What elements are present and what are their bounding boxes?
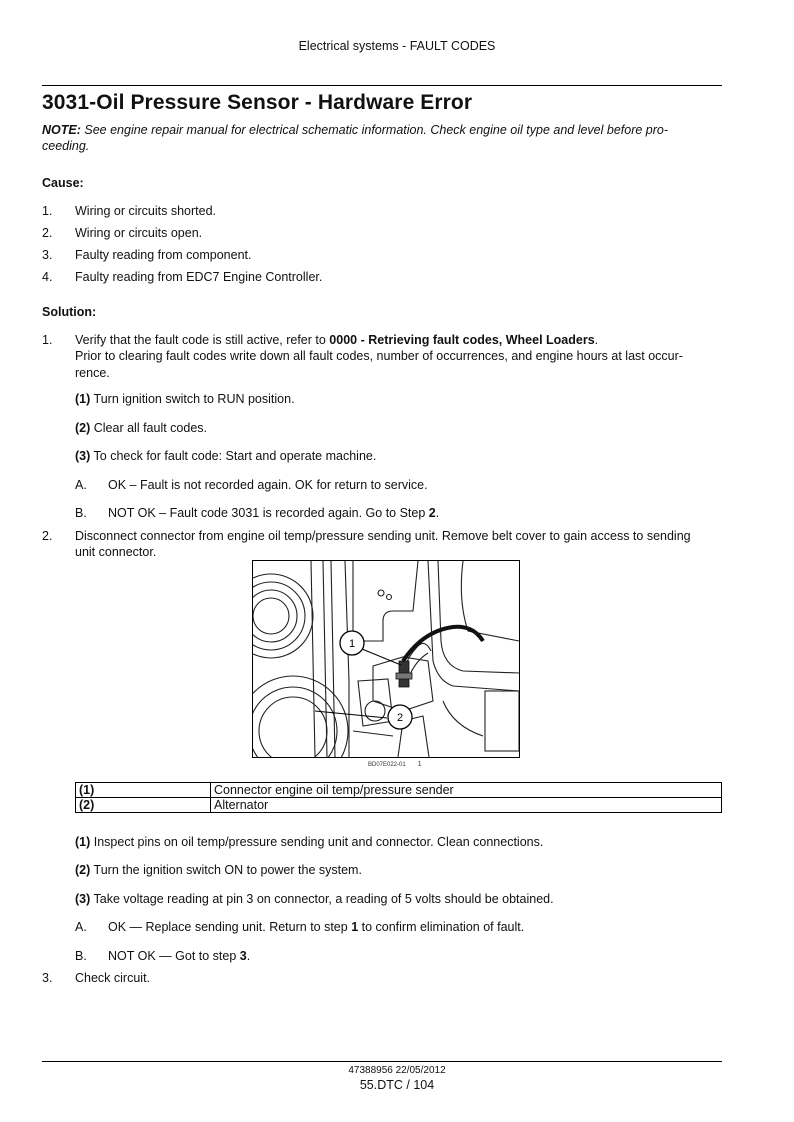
substep-text: Turn the ignition switch ON to power the system. (90, 863, 362, 877)
step2-substep-3 (75, 891, 554, 907)
substep-text: Turn ignition switch to RUN position. (90, 392, 295, 406)
footer-rule (42, 1061, 722, 1062)
step2-optA-text (108, 919, 524, 935)
substep-label: (2) (75, 863, 91, 877)
figure-index: 1 (417, 761, 422, 768)
note-text-2: ceeding. (42, 139, 90, 154)
engine-figure (252, 560, 520, 758)
legend-table (75, 782, 722, 813)
callout-2-label: 2 (396, 712, 404, 724)
table-row (76, 783, 722, 798)
cause-heading: Cause: (42, 176, 84, 190)
step1-line3: rence. (75, 365, 110, 380)
substep-text: Take voltage reading at pin 3 on connector, a reading of 5 volts should be obtained. (90, 892, 554, 906)
solution-heading: Solution: (42, 305, 97, 319)
step2-optB-letter: B. (75, 949, 87, 963)
table-row (76, 798, 722, 813)
substep-label: (2) (75, 421, 91, 435)
note (42, 122, 726, 155)
cause-num-3: 3. (42, 248, 53, 262)
cause-item-4: Faulty reading from EDC7 Engine Controller. (75, 270, 323, 284)
optA-end: to confirm elimination of fault. (358, 920, 525, 934)
step1-num: 1. (42, 333, 53, 347)
legend-value: Connector engine oil temp/pressure sender (211, 783, 722, 798)
step2-substep-1 (75, 834, 543, 850)
cause-num-4: 4. (42, 270, 53, 284)
optB-step-link[interactable]: 3 (239, 949, 247, 963)
step1-optA-text: OK – Fault is not recorded again. OK for return to service. (108, 478, 428, 492)
step1-substep-2 (75, 420, 207, 436)
step1-substep-3 (75, 448, 376, 464)
legend-value: Alternator (211, 798, 722, 813)
step1-optB-text (108, 505, 439, 521)
optB-end: . (246, 949, 251, 963)
engine-illustration (253, 561, 519, 757)
substep-text: Inspect pins on oil temp/pressure sending unit and connector. Clean connections. (90, 835, 544, 849)
page-title: 3031-Oil Pressure Sensor - Hardware Error (42, 91, 473, 114)
step2-line1: Disconnect connector from engine oil temp/pressure sending unit. Remove belt cover to gain access to sending (75, 529, 691, 543)
header-rule (42, 85, 722, 86)
step1-end: . (594, 333, 599, 347)
page-number: 55.DTC / 104 (359, 1078, 435, 1092)
substep-label: (3) (75, 449, 91, 463)
cause-item-3: Faulty reading from component. (75, 248, 252, 262)
figure-code-text: BD07E022-01 (368, 762, 406, 768)
step1-optA-letter: A. (75, 478, 87, 492)
step1-ref-link[interactable]: 0000 - Retrieving fault codes, Wheel Loaders (329, 333, 595, 347)
cause-num-2: 2. (42, 226, 53, 240)
running-header: Electrical systems - FAULT CODES (298, 39, 496, 53)
optB-text: NOT OK – Fault code 3031 is recorded again. Go to Step (108, 506, 429, 520)
step2-text (75, 528, 725, 561)
step2-optA-letter: A. (75, 920, 87, 934)
footer-doc-id: 47388956 22/05/2012 (348, 1065, 446, 1076)
cause-item-2: Wiring or circuits open. (75, 226, 203, 240)
step2-num: 2. (42, 529, 53, 543)
substep-text: Clear all fault codes. (90, 421, 208, 435)
optA-text: OK — Replace sending unit. Return to step (108, 920, 352, 934)
substep-label: (1) (75, 835, 91, 849)
optA-step-link[interactable]: 1 (351, 920, 359, 934)
substep-label: (3) (75, 892, 91, 906)
callout-1-label: 1 (348, 638, 356, 650)
step2-line2: unit connector. (75, 545, 157, 560)
step2-optB-text (108, 948, 250, 964)
note-label: NOTE: (42, 123, 81, 137)
step1-lead: Verify that the fault code is still active, refer to (75, 333, 330, 347)
optB-end: . (435, 506, 440, 520)
figure-code (368, 760, 422, 770)
step1-substep-1 (75, 391, 295, 407)
step3-text: Check circuit. (75, 971, 151, 985)
step3-num: 3. (42, 971, 53, 985)
optB-text: NOT OK — Got to step (108, 949, 240, 963)
substep-label: (1) (75, 392, 91, 406)
substep-text: To check for fault code: Start and operate machine. (90, 449, 377, 463)
cause-num-1: 1. (42, 204, 53, 218)
step1-line2: Prior to clearing fault codes write down all fault codes, number of occurrences, and engine hours at last occur- (75, 349, 683, 364)
note-text-1: See engine repair manual for electrical schematic information. Check engine oil type and level before pro- (84, 123, 669, 137)
step2-substep-2 (75, 862, 362, 878)
optB-step-link[interactable]: 2 (428, 506, 436, 520)
step1-optB-letter: B. (75, 506, 87, 520)
legend-key: (1) (76, 783, 211, 798)
legend-key: (2) (76, 798, 211, 813)
cause-item-1: Wiring or circuits shorted. (75, 204, 217, 218)
step1-text (75, 332, 725, 381)
